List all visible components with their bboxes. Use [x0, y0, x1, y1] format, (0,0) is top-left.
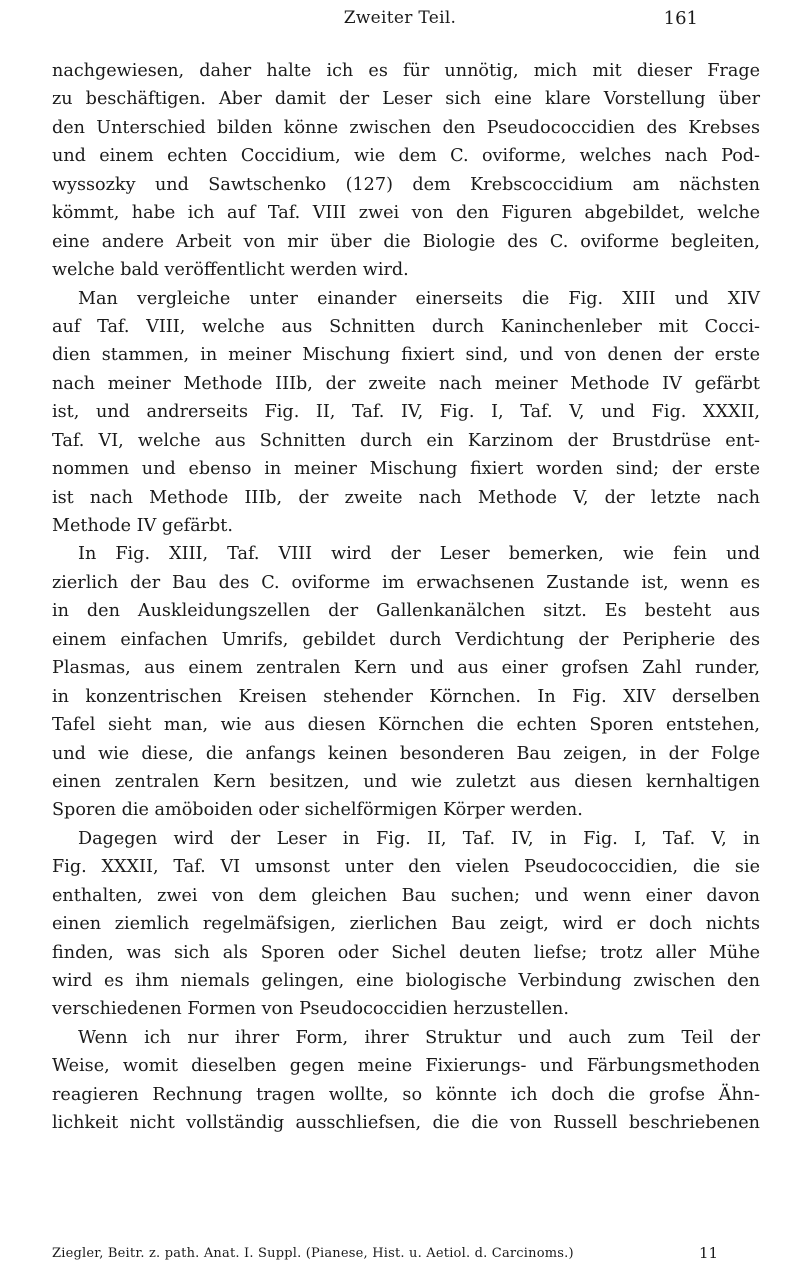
text-line: Tafel sieht man, wie aus diesen Körnchen die echten Sporen entstehen,: [52, 715, 760, 736]
text-line: enthalten, zwei von dem gleichen Bau suchen; und wenn einer davon: [52, 885, 760, 906]
text-line: kömmt, habe ich auf Taf. VIII zwei von den Figuren abgebildet, welche: [52, 203, 760, 224]
text-line: in den Auskleidungszellen der Gallenkanälchen sitzt. Es besteht aus: [52, 601, 760, 622]
text-line: ist nach Methode IIIb, der zweite nach Methode V, der letzte nach: [52, 487, 760, 508]
text-line: einen ziemlich regelmäfsigen, zierlichen Bau zeigt, wird er doch nichts: [52, 914, 760, 935]
running-head: [0, 8, 800, 38]
text-line: In Fig. XIII, Taf. VIII wird der Leser bemerken, wie fein und: [78, 544, 760, 565]
text-line: und einem echten Coccidium, wie dem C. oviforme, welches nach Pod-: [52, 146, 760, 167]
text-line: eine andere Arbeit von mir über die Biologie des C. oviforme begleiten,: [52, 231, 760, 252]
text-line: dien stammen, in meiner Mischung fixiert sind, und von denen der erste: [52, 345, 760, 366]
text-line: in konzentrischen Kreisen stehender Körnchen. In Fig. XIV derselben: [52, 686, 760, 707]
text-line: einen zentralen Kern besitzen, und wie zuletzt aus diesen kernhaltigen: [52, 771, 760, 792]
text-line: nach meiner Methode IIIb, der zweite nach meiner Methode IV gefärbt: [52, 373, 760, 394]
text-line: nommen und ebenso in meiner Mischung fixiert worden sind; der erste: [52, 459, 760, 480]
text-line: Fig. XXXII, Taf. VI umsonst unter den vielen Pseudococcidien, die sie: [52, 857, 760, 878]
running-title: Zweiter Teil.: [343, 8, 457, 28]
text-line: nachgewiesen, daher halte ich es für unnötig, mich mit dieser Frage: [52, 61, 760, 81]
text-line: auf Taf. VIII, welche aus Schnitten durch Kaninchenleber mit Cocci-: [52, 316, 760, 337]
body-text: [52, 57, 760, 1138]
text-line: Man vergleiche unter einander einerseits die Fig. XIII und XIV: [78, 288, 760, 309]
text-line: Taf. VI, welche aus Schnitten durch ein Karzinom der Brustdrüse ent-: [52, 430, 760, 451]
text-line: welche bald veröffentlicht werden wird.: [52, 260, 409, 281]
text-line: zierlich der Bau des C. oviforme im erwachsenen Zustande ist, wenn es: [52, 572, 760, 593]
text-line: finden, was sich als Sporen oder Sichel deuten liefse; trotz aller Mühe: [52, 942, 760, 963]
text-line: Wenn ich nur ihrer Form, ihrer Struktur und auch zum Teil der: [78, 1027, 760, 1048]
text-line: und wie diese, die anfangs keinen besonderen Bau zeigen, in der Folge: [52, 743, 760, 764]
text-line: Methode IV gefärbt.: [52, 516, 233, 536]
text-line: wyssozky und Sawtschenko (127) dem Krebscoccidium am nächsten: [52, 174, 760, 195]
text-line: Sporen die amöboiden oder sichelförmigen Körper werden.: [52, 800, 583, 821]
page-number: 161: [663, 8, 698, 29]
text-line: Weise, womit dieselben gegen meine Fixierungs- und Färbungsmethoden: [52, 1056, 760, 1077]
text-line: einem einfachen Umrifs, gebildet durch Verdichtung der Peripherie des: [52, 629, 760, 650]
text-line: Plasmas, aus einem zentralen Kern und aus einer grofsen Zahl runder,: [52, 658, 760, 679]
text-line: wird es ihm niemals gelingen, eine biologische Verbindung zwischen den: [52, 971, 760, 991]
text-line: verschiedenen Formen von Pseudococcidien herzustellen.: [52, 999, 569, 1020]
text-line: Dagegen wird der Leser in Fig. II, Taf. IV, in Fig. I, Taf. V, in: [78, 828, 760, 849]
text-line: lichkeit nicht vollständig ausschliefsen, die die von Russell beschriebenen: [52, 1113, 760, 1134]
text-line: zu beschäftigen. Aber damit der Leser sich eine klare Vorstellung über: [52, 89, 760, 110]
text-line: den Unterschied bilden könne zwischen den Pseudococcidien des Krebses: [52, 117, 760, 138]
text-line: reagieren Rechnung tragen wollte, so könnte ich doch die grofse Ähn-: [52, 1084, 760, 1105]
signature-footer: Ziegler, Beitr. z. path. Anat. I. Suppl. (Pianese, Hist. u. Aetiol. d. Carcinoms.): [52, 1246, 574, 1261]
text-line: ist, und andrerseits Fig. II, Taf. IV, Fig. I, Taf. V, und Fig. XXXII,: [52, 402, 760, 423]
sheet-signature: 11: [699, 1244, 719, 1262]
